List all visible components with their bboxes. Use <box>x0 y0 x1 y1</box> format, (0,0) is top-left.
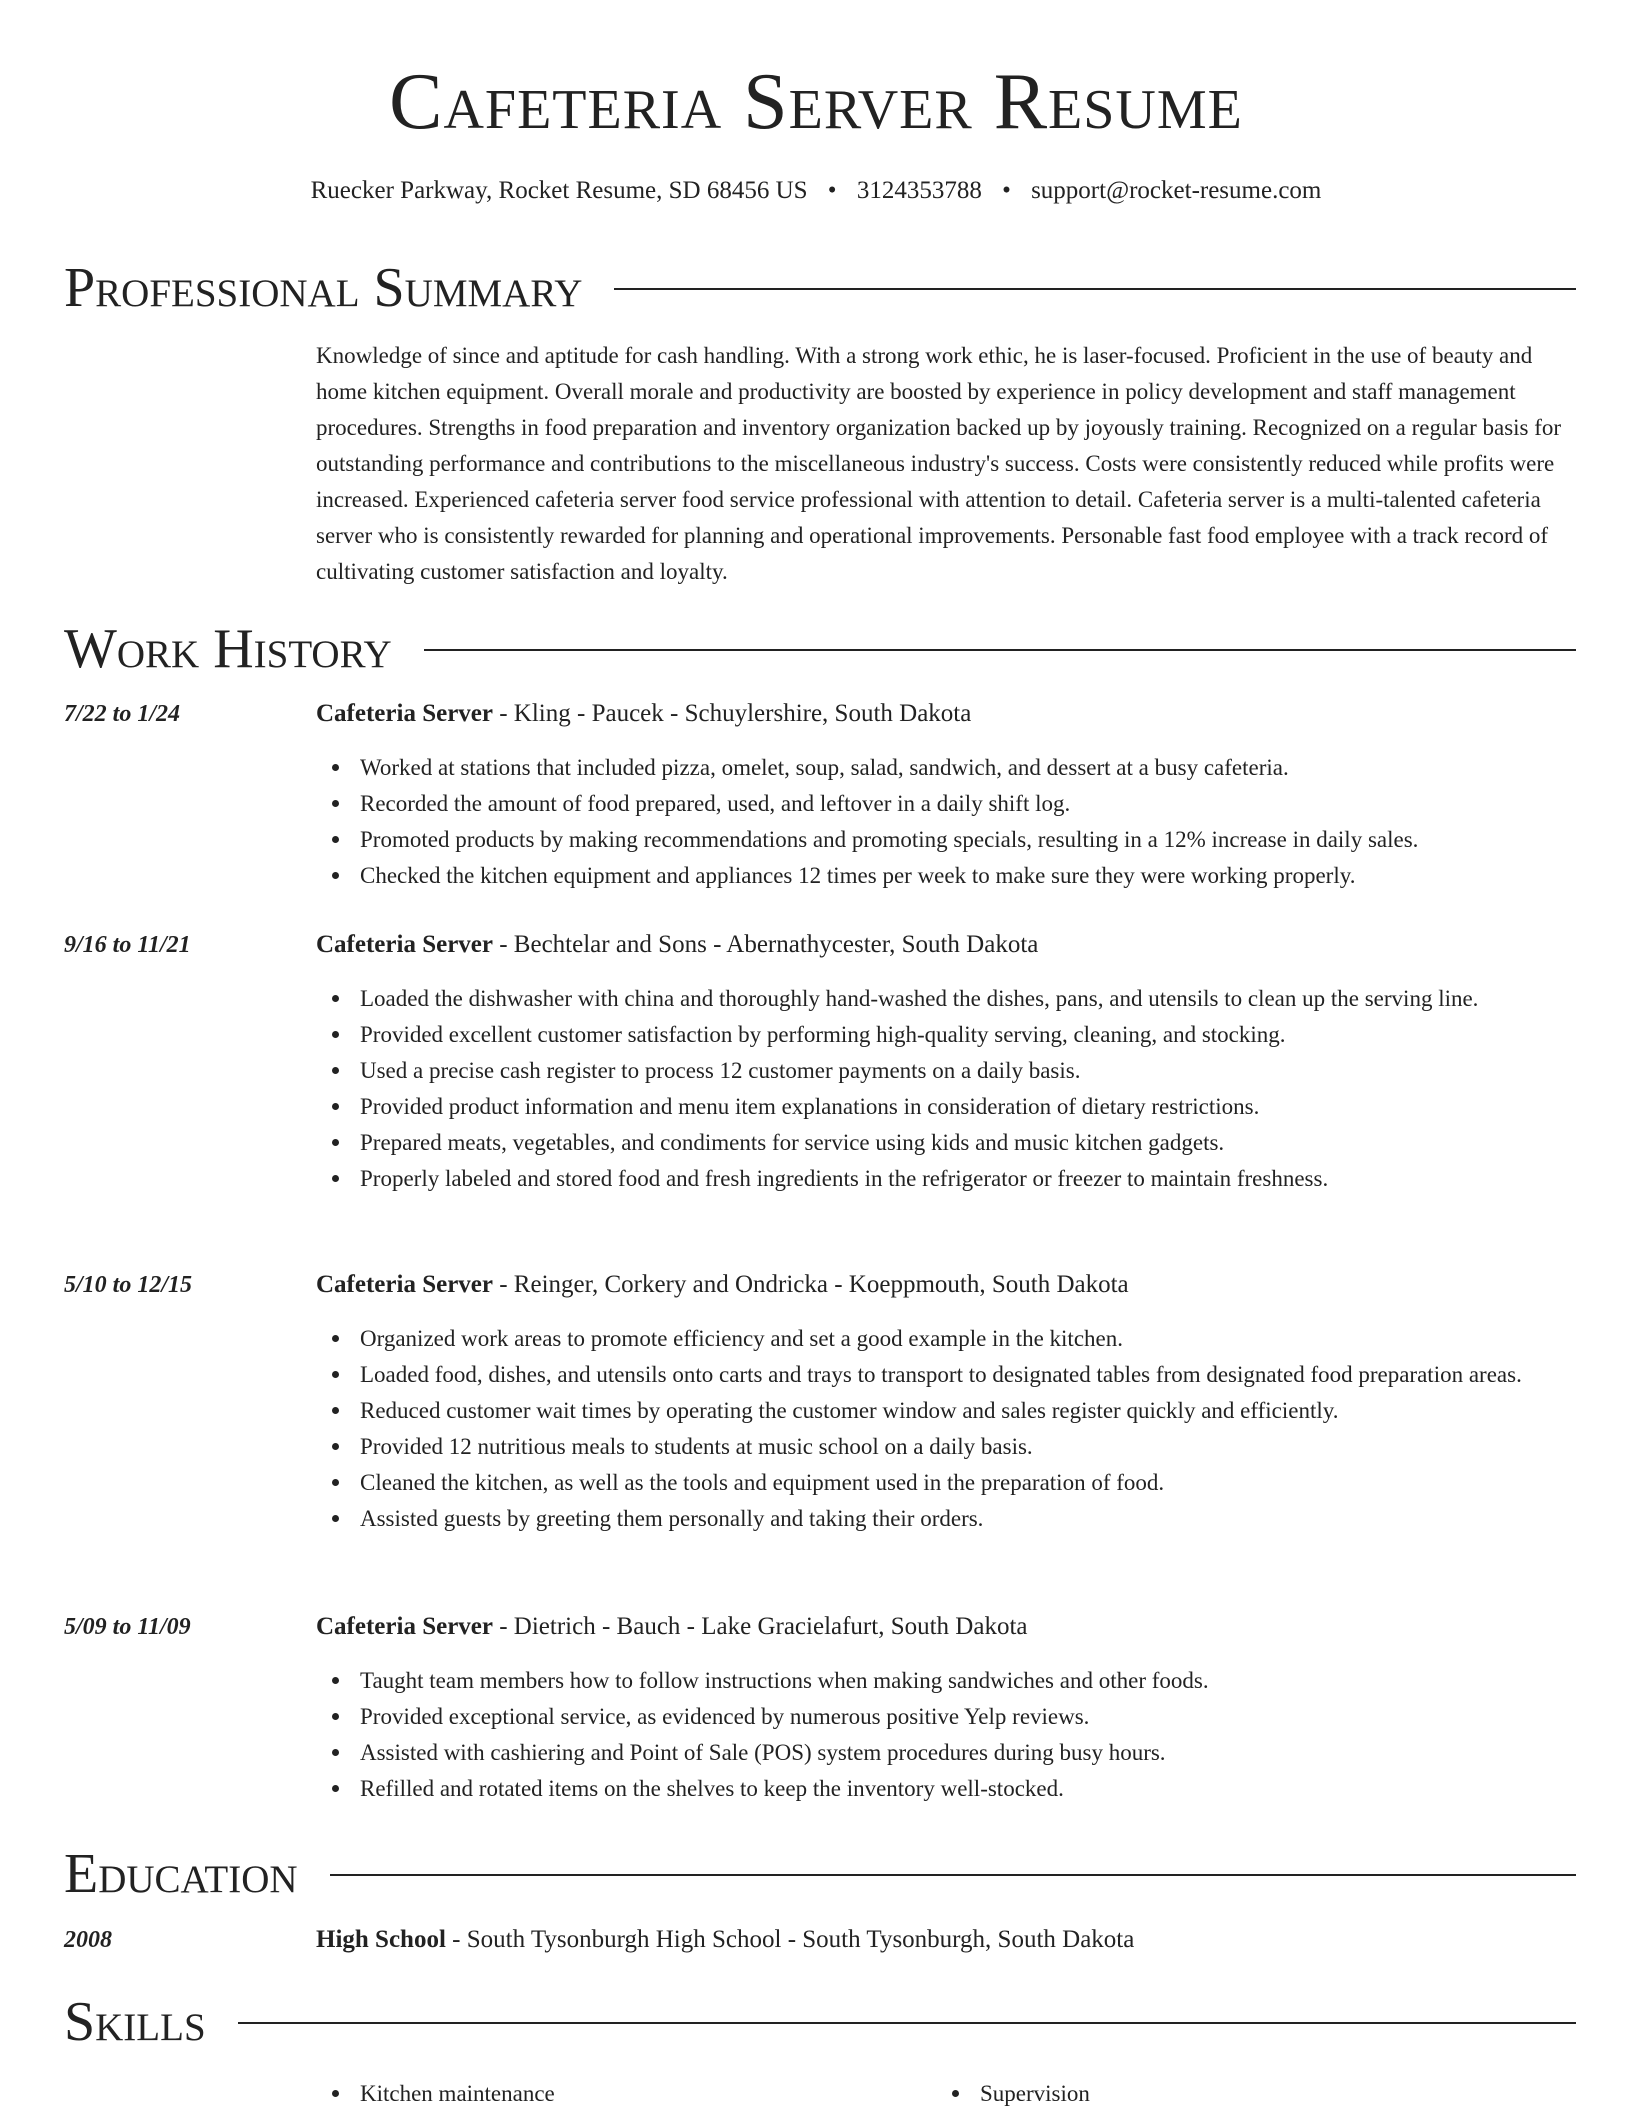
job-role: Cafeteria Server <box>316 1271 493 1298</box>
list-item: Recorded the amount of food prepared, used, and leftover in a daily shift log. <box>316 786 1576 822</box>
education-entry <box>64 1922 1576 1958</box>
job-title-line <box>316 1267 1129 1303</box>
list-item: Kitchen maintenance <box>316 2076 936 2112</box>
list-item: Properly labeled and stored food and fresh ingredients in the refrigerator or freezer to maintain freshness. <box>316 1161 1576 1197</box>
section-divider <box>614 288 1576 290</box>
list-item: Cleaned the kitchen, as well as the tools and equipment used in the preparation of food. <box>316 1465 1576 1501</box>
job-role: Cafeteria Server <box>316 700 493 727</box>
section-divider <box>330 1874 1576 1876</box>
section-title-summary: Professional Summary <box>64 257 583 319</box>
list-item: Provided product information and menu item explanations in consideration of dietary restrictions. <box>316 1089 1576 1125</box>
section-divider <box>424 649 1576 651</box>
job-title-line <box>316 696 971 732</box>
job-bullets <box>316 981 1576 1197</box>
job-date: 9/16 to 11/21 <box>64 932 191 958</box>
job-date: 5/09 to 11/09 <box>64 1614 191 1640</box>
job-title-line <box>316 1609 1028 1645</box>
list-item: Taught team members how to follow instructions when making sandwiches and other foods. <box>316 1663 1576 1699</box>
job-employer: - Reinger, Corkery and Ondricka - Koeppmouth, South Dakota <box>492 1271 1129 1298</box>
list-item: Assisted with cashiering and Point of Sale (POS) system procedures during busy hours. <box>316 1735 1576 1771</box>
list-item: Loaded the dishwasher with china and thoroughly hand-washed the dishes, pans, and utensils to clean up the serving line. <box>316 981 1576 1017</box>
contact-separator: • <box>827 177 837 204</box>
resume-title: Cafeteria Server Resume <box>389 58 1243 146</box>
job-entry <box>64 927 1576 1197</box>
job-bullets <box>316 1321 1576 1537</box>
job-role: Cafeteria Server <box>316 931 493 958</box>
job-employer: - Kling - Paucek - Schuylershire, South Dakota <box>492 700 972 727</box>
list-item: Assisted guests by greeting them personally and taking their orders. <box>316 1501 1576 1537</box>
job-bullets <box>316 1663 1576 1807</box>
job-bullets <box>316 750 1576 894</box>
education-degree: High School <box>316 1926 446 1953</box>
contact-email[interactable]: support@rocket-resume.com <box>1031 177 1322 204</box>
summary-section-header <box>64 256 1576 320</box>
section-title-work-history: Work History <box>64 618 392 680</box>
education-line <box>316 1922 1134 1958</box>
job-entry <box>64 1609 1576 1807</box>
contact-phone: 3124353788 <box>856 177 982 204</box>
education-section-header <box>64 1842 1576 1906</box>
list-item: Promoted products by making recommendations and promoting specials, resulting in a 12% increase in daily sales. <box>316 822 1576 858</box>
skills-list <box>316 2076 1576 2112</box>
list-item: Organized work areas to promote efficiency and set a good example in the kitchen. <box>316 1321 1576 1357</box>
job-date: 5/10 to 12/15 <box>64 1272 193 1298</box>
list-item: Prepared meats, vegetables, and condiments for service using kids and music kitchen gadgets. <box>316 1125 1576 1161</box>
section-title-skills: Skills <box>64 1991 206 2053</box>
section-title-education: Education <box>64 1843 298 1905</box>
job-role: Cafeteria Server <box>316 1613 493 1640</box>
work-section-header <box>64 617 1576 681</box>
list-item: Loaded food, dishes, and utensils onto carts and trays to transport to designated tables from designated food preparation areas. <box>316 1357 1576 1393</box>
list-item: Reduced customer wait times by operating the customer window and sales register quickly and efficiently. <box>316 1393 1576 1429</box>
job-entry <box>64 1267 1576 1537</box>
job-date: 7/22 to 1/24 <box>64 701 181 727</box>
contact-separator: • <box>1002 177 1011 204</box>
job-employer: - Dietrich - Bauch - Lake Gracielafurt, South Dakota <box>492 1613 1028 1640</box>
list-item: Provided excellent customer satisfaction by performing high-quality serving, cleaning, and stocking. <box>316 1017 1576 1053</box>
list-item: Worked at stations that included pizza, omelet, soup, salad, sandwich, and dessert at a busy cafeteria. <box>316 750 1576 786</box>
job-entry <box>64 696 1576 894</box>
job-title-line <box>316 927 1038 963</box>
list-item: Provided 12 nutritious meals to students at music school on a daily basis. <box>316 1429 1576 1465</box>
list-item: Checked the kitchen equipment and appliances 12 times per week to make sure they were working properly. <box>316 858 1576 894</box>
education-school: - South Tysonburgh High School - South Tysonburgh, South Dakota <box>445 1926 1135 1953</box>
education-date: 2008 <box>64 1927 112 1953</box>
job-employer: - Bechtelar and Sons - Abernathycester, South Dakota <box>492 931 1039 958</box>
contact-address: Ruecker Parkway, Rocket Resume, SD 68456 US <box>310 177 808 204</box>
section-divider <box>238 2022 1576 2024</box>
list-item: Used a precise cash register to process 12 customer payments on a daily basis. <box>316 1053 1576 1089</box>
contact-line <box>0 174 1632 208</box>
skills-section-header <box>64 1990 1576 2054</box>
list-item: Supervision <box>936 2076 1556 2112</box>
list-item: Refilled and rotated items on the shelves to keep the inventory well-stocked. <box>316 1771 1576 1807</box>
list-item: Provided exceptional service, as evidenced by numerous positive Yelp reviews. <box>316 1699 1576 1735</box>
summary-text: Knowledge of since and aptitude for cash handling. With a strong work ethic, he is laser-focused. Proficient in the use of beauty and home kitchen equipment. Overall morale and productivity are boosted by experience in policy development and staff management procedures. Strengths in food preparation and inventory organization backed up by joyously training. Recognized on a regular basis for outstanding performance and contributions to the miscellaneous industry's success. Costs were consistently reduced while profits were increased. Experienced cafeteria server food service professional with attention to detail. Cafeteria server is a multi-talented cafeteria server who is consistently rewarded for planning and operational improvements. Personable fast food employee with a track record of cultivating customer satisfaction and loyalty. <box>316 343 1562 584</box>
